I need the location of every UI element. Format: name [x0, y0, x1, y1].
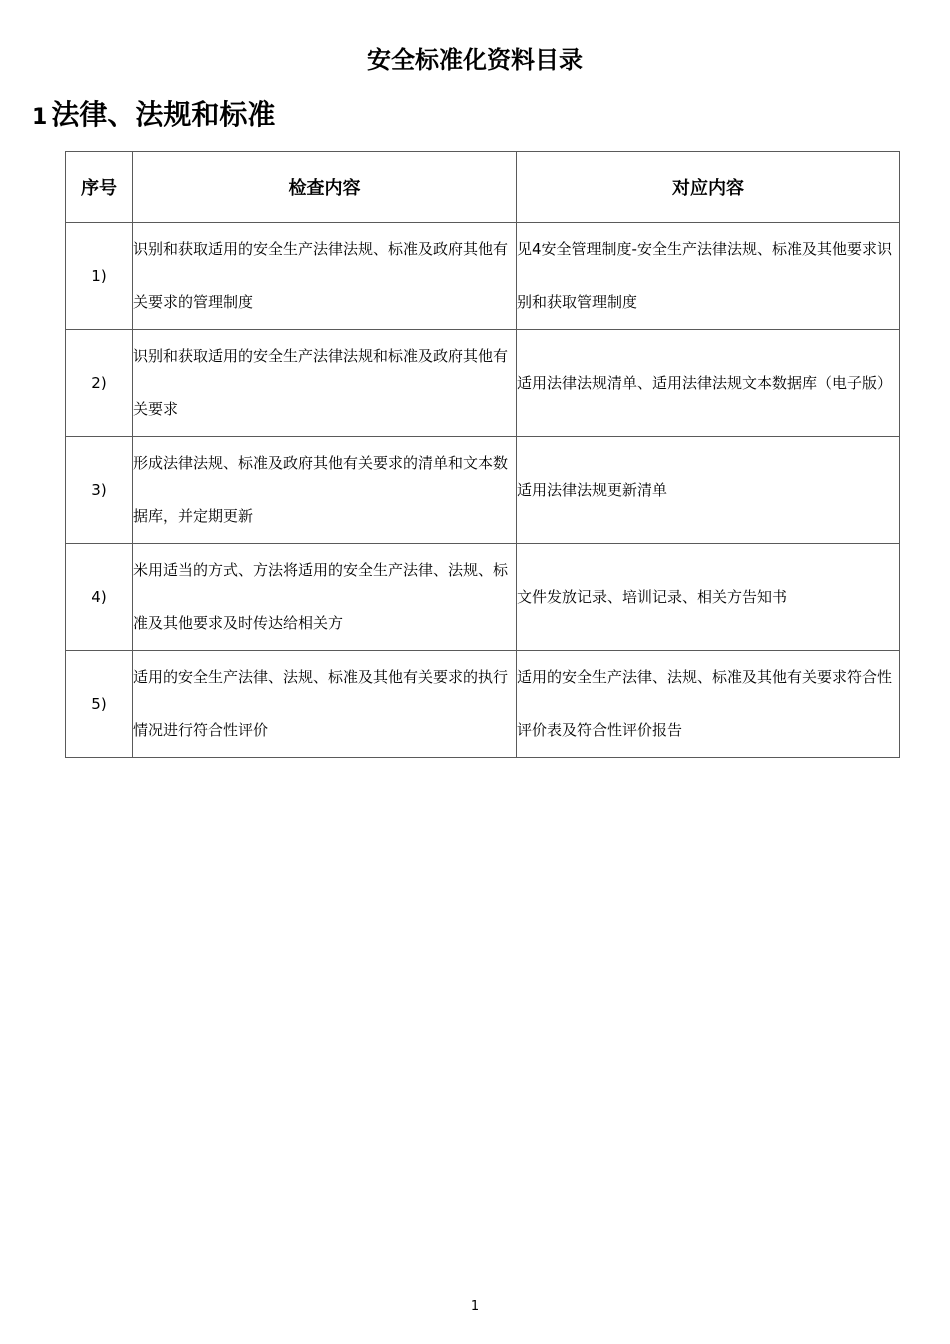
section-number: 1 [32, 105, 48, 130]
table-row [66, 330, 900, 437]
row-response: 文件发放记录、培训记录、相关方告知书 [517, 544, 900, 651]
row-response: 适用的安全生产法律、法规、标准及其他有关要求符合性评价表及符合性评价报告 [517, 651, 900, 758]
row-check-item: 适用的安全生产法律、法规、标准及其他有关要求的执行情况进行符合性评价 [133, 651, 517, 758]
row-number: 1) [66, 223, 133, 330]
table-row [66, 544, 900, 651]
table-row [66, 223, 900, 330]
row-number: 3) [66, 437, 133, 544]
row-number: 4) [66, 544, 133, 651]
row-check-item: 米用适当的方式、方法将适用的安全生产法律、法规、标准及其他要求及时传达给相关方 [133, 544, 517, 651]
row-response: 见4安全管理制度-安全生产法律法规、标准及其他要求识别和获取管理制度 [517, 223, 900, 330]
row-response: 适用法律法规清单、适用法律法规文本数据库（电子版） [517, 330, 900, 437]
checklist-table [65, 151, 900, 758]
table-header-row [66, 152, 900, 223]
document-title: 安全标准化资料目录 [367, 46, 583, 74]
row-check-item: 识别和获取适用的安全生产法律法规、标准及政府其他有关要求的管理制度 [133, 223, 517, 330]
row-number: 2) [66, 330, 133, 437]
row-check-item: 识别和获取适用的安全生产法律法规和标准及政府其他有关要求 [133, 330, 517, 437]
row-response: 适用法律法规更新清单 [517, 437, 900, 544]
row-check-item: 形成法律法规、标准及政府其他有关要求的清单和文本数据库，并定期更新 [133, 437, 517, 544]
header-check-item: 检查内容 [133, 152, 517, 223]
table-row [66, 437, 900, 544]
section-heading [32, 94, 275, 139]
table-row [66, 651, 900, 758]
row-number: 5) [66, 651, 133, 758]
header-number: 序号 [66, 152, 133, 223]
page-number: 1 [470, 1299, 480, 1314]
header-response: 对应内容 [517, 152, 900, 223]
section-title: 法律、法规和标准 [51, 98, 276, 131]
